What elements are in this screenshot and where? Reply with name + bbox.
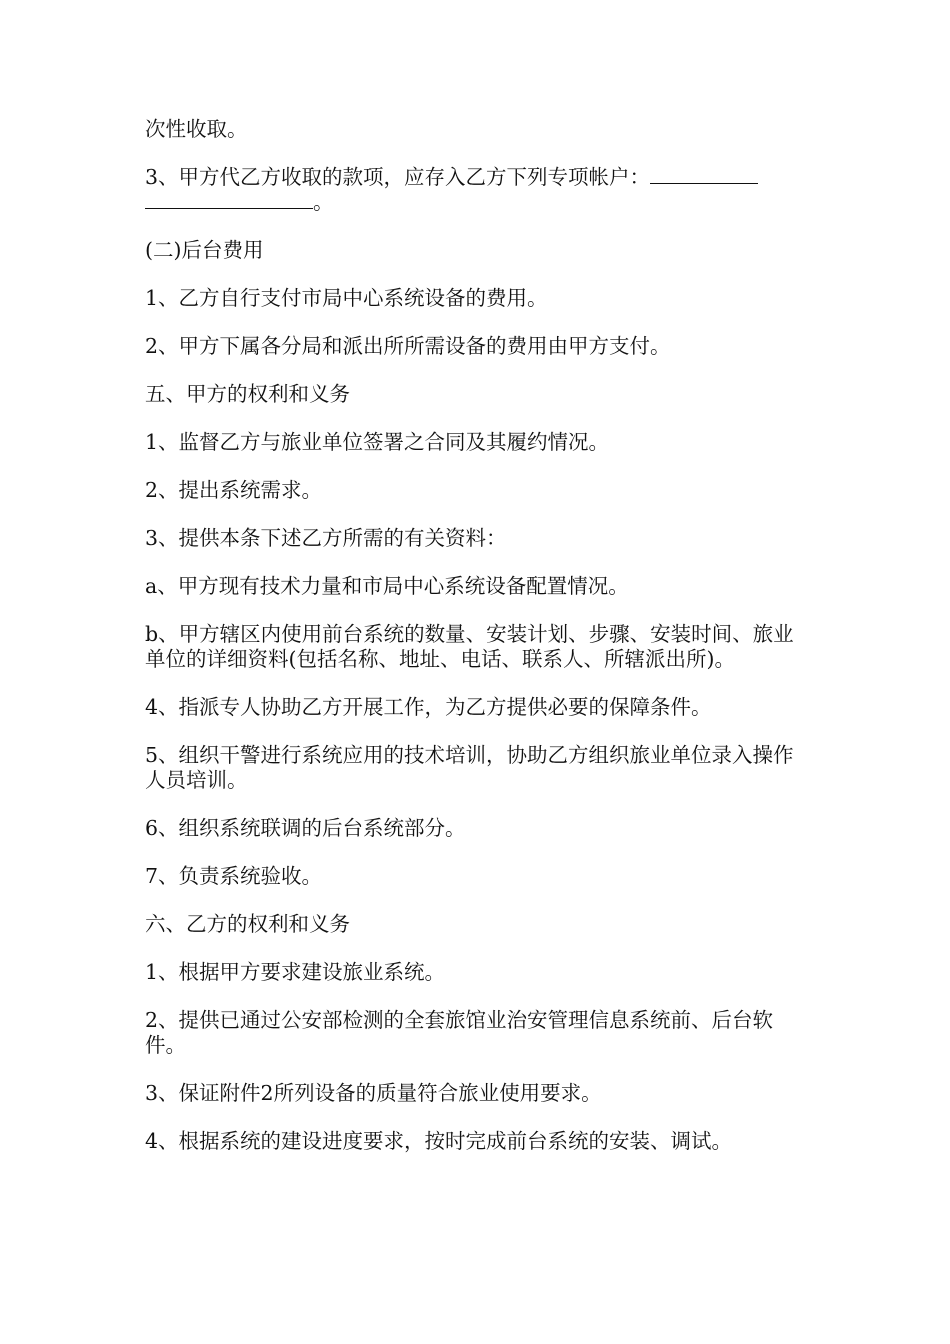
paragraph: 1、乙方自行支付市局中心系统设备的费用。 (145, 286, 548, 310)
paragraph: 2、甲方下属各分局和派出所所需设备的费用由甲方支付。 (145, 334, 671, 358)
section-heading: (二)后台费用 (145, 238, 264, 262)
account-blank-line-2 (145, 190, 313, 209)
account-text: 3、甲方代乙方收取的款项，应存入乙方下列专项帐户： (145, 165, 651, 189)
account-paragraph (145, 165, 810, 215)
paragraph: a、甲方现有技术力量和市局中心系统设备配置情况。 (145, 574, 629, 598)
paragraph: 1、监督乙方与旅业单位签署之合同及其履约情况。 (145, 430, 610, 454)
paragraph: b、甲方辖区内使用前台系统的数量、安装计划、步骤、安装时间、旅业单位的详细资料(包括名称、地址、电话、联系人、所辖派出所)。 (145, 622, 794, 671)
paragraph: 7、负责系统验收。 (145, 864, 323, 888)
paragraph: 3、保证附件2所列设备的质量符合旅业使用要求。 (145, 1081, 602, 1105)
paragraph: 4、指派专人协助乙方开展工作，为乙方提供必要的保障条件。 (145, 695, 712, 719)
paragraph: 2、提出系统需求。 (145, 478, 323, 502)
paragraph: 6、组织系统联调的后台系统部分。 (145, 816, 466, 840)
paragraph: 次性收取。 (145, 117, 248, 141)
paragraph: 2、提供已通过公安部检测的全套旅馆业治安管理信息系统前、后台软件。 (145, 1008, 774, 1057)
account-suffix: 。 (313, 190, 334, 214)
paragraph: 5、组织干警进行系统应用的技术培训，协助乙方组织旅业单位录入操作人员培训。 (145, 743, 794, 792)
section-heading: 六、乙方的权利和义务 (145, 912, 350, 936)
section-heading: 五、甲方的权利和义务 (145, 382, 350, 406)
document-body (145, 117, 810, 1177)
account-blank-line-1 (650, 165, 758, 184)
paragraph: 1、根据甲方要求建设旅业系统。 (145, 960, 446, 984)
paragraph: 3、提供本条下述乙方所需的有关资料： (145, 526, 507, 550)
paragraph: 4、根据系统的建设进度要求，按时完成前台系统的安装、调试。 (145, 1129, 733, 1153)
